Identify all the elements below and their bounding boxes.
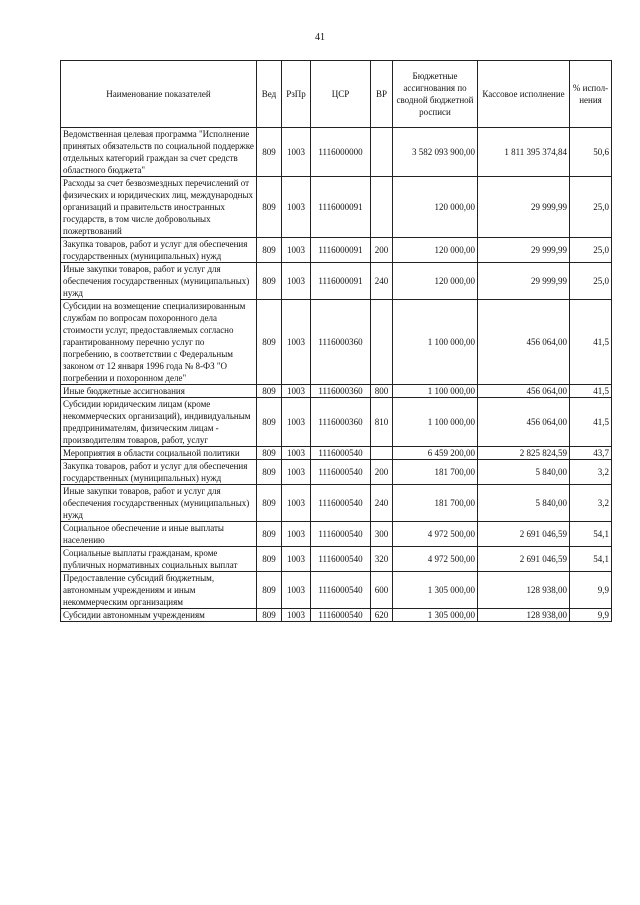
header-vr: ВР: [371, 61, 393, 128]
cell-budget: 1 100 000,00: [393, 398, 478, 447]
cell-budget: 1 100 000,00: [393, 300, 478, 385]
cell-vr: 240: [371, 263, 393, 300]
header-budget: Бюджетные ассигнования по сводной бюджетной росписи: [393, 61, 478, 128]
cell-vr: 600: [371, 572, 393, 609]
table-row: [61, 609, 612, 622]
cell-budget: 4 972 500,00: [393, 547, 478, 572]
cell-pct: 25,0: [570, 263, 612, 300]
cell-name: Иные бюджетные ассигнования: [61, 385, 257, 398]
table-row: [61, 398, 612, 447]
cell-vr: 200: [371, 460, 393, 485]
cell-csr: 1116000540: [311, 460, 371, 485]
cell-vr: [371, 177, 393, 238]
cell-ved: 809: [257, 128, 282, 177]
cell-rzpr: 1003: [282, 547, 311, 572]
cell-name: Субсидии на возмещение специализированным службам по вопросам похоронного дела стоимости услуг, предоставляемых согласно гарантированному перечню услуг по погребению, в соответствии с Федеральным законом от 12 января 1996 года № 8-ФЗ "О погребении и похоронном деле": [61, 300, 257, 385]
cell-cash: 128 938,00: [478, 609, 570, 622]
cell-cash: 5 840,00: [478, 485, 570, 522]
cell-vr: 800: [371, 385, 393, 398]
table-row: [61, 460, 612, 485]
cell-budget: 181 700,00: [393, 460, 478, 485]
cell-rzpr: 1003: [282, 460, 311, 485]
cell-pct: 9,9: [570, 609, 612, 622]
cell-csr: 1116000540: [311, 485, 371, 522]
cell-cash: 456 064,00: [478, 385, 570, 398]
page-number: 41: [315, 32, 325, 43]
cell-budget: 120 000,00: [393, 177, 478, 238]
cell-budget: 4 972 500,00: [393, 522, 478, 547]
cell-rzpr: 1003: [282, 263, 311, 300]
cell-cash: 2 691 046,59: [478, 547, 570, 572]
cell-cash: 456 064,00: [478, 398, 570, 447]
cell-budget: 181 700,00: [393, 485, 478, 522]
cell-ved: 809: [257, 398, 282, 447]
cell-pct: 9,9: [570, 572, 612, 609]
cell-ved: 809: [257, 485, 282, 522]
table-row: [61, 522, 612, 547]
cell-ved: 809: [257, 609, 282, 622]
cell-ved: 809: [257, 460, 282, 485]
cell-budget: 120 000,00: [393, 238, 478, 263]
cell-rzpr: 1003: [282, 485, 311, 522]
header-cash: Кассовое исполнение: [478, 61, 570, 128]
cell-vr: 240: [371, 485, 393, 522]
cell-pct: 54,1: [570, 522, 612, 547]
cell-name: Мероприятия в области социальной политики: [61, 447, 257, 460]
cell-csr: 1116000091: [311, 177, 371, 238]
table-row: [61, 300, 612, 385]
cell-pct: 3,2: [570, 460, 612, 485]
header-pct: % испол-нения: [570, 61, 612, 128]
cell-budget: 3 582 093 900,00: [393, 128, 478, 177]
cell-vr: [371, 300, 393, 385]
cell-pct: 54,1: [570, 547, 612, 572]
cell-csr: 1116000540: [311, 572, 371, 609]
cell-rzpr: 1003: [282, 447, 311, 460]
table-body: [61, 128, 612, 622]
cell-csr: 1116000540: [311, 547, 371, 572]
cell-name: Субсидии автономным учреждениям: [61, 609, 257, 622]
cell-vr: [371, 447, 393, 460]
cell-pct: 43,7: [570, 447, 612, 460]
cell-rzpr: 1003: [282, 385, 311, 398]
cell-rzpr: 1003: [282, 128, 311, 177]
cell-name: Социальное обеспечение и иные выплаты населению: [61, 522, 257, 547]
cell-vr: 200: [371, 238, 393, 263]
cell-csr: 1116000540: [311, 522, 371, 547]
header-rzpr: РзПр: [282, 61, 311, 128]
cell-ved: 809: [257, 300, 282, 385]
header-name: Наименование показателей: [61, 61, 257, 128]
cell-cash: 29 999,99: [478, 238, 570, 263]
table-row: [61, 238, 612, 263]
table-header-row: [61, 61, 612, 128]
cell-cash: 456 064,00: [478, 300, 570, 385]
table-row: [61, 263, 612, 300]
cell-rzpr: 1003: [282, 238, 311, 263]
cell-cash: 2 825 824,59: [478, 447, 570, 460]
cell-csr: 1116000360: [311, 398, 371, 447]
cell-cash: 2 691 046,59: [478, 522, 570, 547]
cell-name: Закупка товаров, работ и услуг для обеспечения государственных (муниципальных) нужд: [61, 238, 257, 263]
cell-name: Субсидии юридическим лицам (кроме некоммерческих организаций), индивидуальным предпринимателям, физическим лицам - производителям товаров, работ, услуг: [61, 398, 257, 447]
cell-csr: 1116000000: [311, 128, 371, 177]
cell-cash: 1 811 395 374,84: [478, 128, 570, 177]
cell-rzpr: 1003: [282, 177, 311, 238]
cell-vr: [371, 128, 393, 177]
budget-execution-table: [60, 60, 612, 622]
cell-cash: 128 938,00: [478, 572, 570, 609]
table-row: [61, 447, 612, 460]
cell-cash: 5 840,00: [478, 460, 570, 485]
cell-csr: 1116000360: [311, 300, 371, 385]
cell-name: Иные закупки товаров, работ и услуг для обеспечения государственных (муниципальных) нужд: [61, 263, 257, 300]
cell-pct: 41,5: [570, 385, 612, 398]
cell-budget: 1 305 000,00: [393, 572, 478, 609]
table-row: [61, 572, 612, 609]
cell-pct: 3,2: [570, 485, 612, 522]
cell-ved: 809: [257, 547, 282, 572]
cell-vr: 810: [371, 398, 393, 447]
table-row: [61, 128, 612, 177]
table-row: [61, 547, 612, 572]
cell-name: Социальные выплаты гражданам, кроме публичных нормативных социальных выплат: [61, 547, 257, 572]
cell-pct: 41,5: [570, 398, 612, 447]
cell-name: Предоставление субсидий бюджетным, автономным учреждениям и иным некоммерческим организациям: [61, 572, 257, 609]
cell-pct: 50,6: [570, 128, 612, 177]
table-row: [61, 385, 612, 398]
cell-ved: 809: [257, 385, 282, 398]
cell-budget: 1 305 000,00: [393, 609, 478, 622]
cell-vr: 620: [371, 609, 393, 622]
header-csr: ЦСР: [311, 61, 371, 128]
cell-cash: 29 999,99: [478, 177, 570, 238]
cell-pct: 25,0: [570, 238, 612, 263]
cell-csr: 1116000540: [311, 447, 371, 460]
cell-vr: 300: [371, 522, 393, 547]
cell-rzpr: 1003: [282, 300, 311, 385]
cell-csr: 1116000360: [311, 385, 371, 398]
cell-ved: 809: [257, 572, 282, 609]
cell-budget: 1 100 000,00: [393, 385, 478, 398]
cell-rzpr: 1003: [282, 522, 311, 547]
cell-cash: 29 999,99: [478, 263, 570, 300]
cell-csr: 1116000091: [311, 238, 371, 263]
cell-rzpr: 1003: [282, 398, 311, 447]
cell-rzpr: 1003: [282, 572, 311, 609]
cell-ved: 809: [257, 238, 282, 263]
cell-name: Расходы за счет безвозмездных перечислений от физических и юридических лиц, международных организаций и правительств иностранных государств, в том числе добровольных пожертвований: [61, 177, 257, 238]
cell-rzpr: 1003: [282, 609, 311, 622]
cell-name: Закупка товаров, работ и услуг для обеспечения государственных (муниципальных) нужд: [61, 460, 257, 485]
cell-ved: 809: [257, 263, 282, 300]
cell-name: Иные закупки товаров, работ и услуг для обеспечения государственных (муниципальных) нужд: [61, 485, 257, 522]
cell-pct: 25,0: [570, 177, 612, 238]
cell-budget: 6 459 200,00: [393, 447, 478, 460]
cell-ved: 809: [257, 447, 282, 460]
cell-ved: 809: [257, 522, 282, 547]
cell-pct: 41,5: [570, 300, 612, 385]
cell-csr: 1116000540: [311, 609, 371, 622]
cell-budget: 120 000,00: [393, 263, 478, 300]
cell-ved: 809: [257, 177, 282, 238]
table-row: [61, 177, 612, 238]
cell-name: Ведомственная целевая программа "Исполнение принятых обязательств по социальной поддержке отдельных категорий граждан за счет средств областного бюджета": [61, 128, 257, 177]
cell-vr: 320: [371, 547, 393, 572]
table-row: [61, 485, 612, 522]
header-ved: Вед: [257, 61, 282, 128]
cell-csr: 1116000091: [311, 263, 371, 300]
